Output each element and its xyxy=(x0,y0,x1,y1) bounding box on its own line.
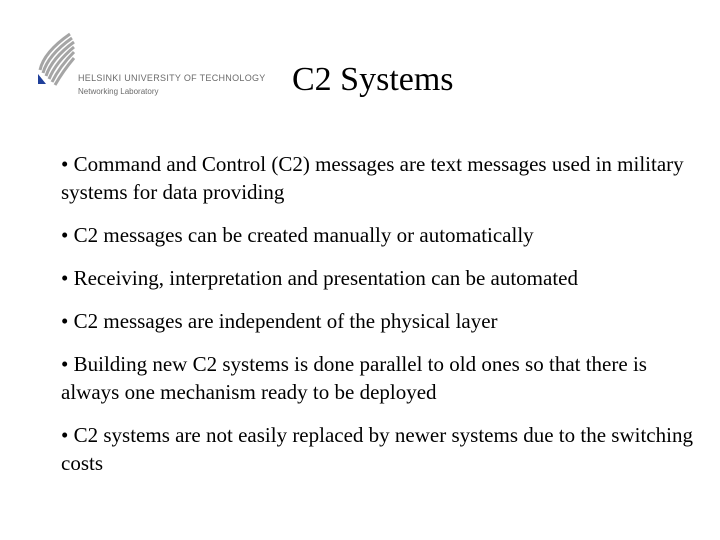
bullet-item: • C2 messages are independent of the physical layer xyxy=(61,309,498,333)
bullet-list xyxy=(61,150,701,492)
logo-emblem-icon xyxy=(34,30,78,90)
slide-title: C2 Systems xyxy=(292,61,454,98)
bullet-item: • C2 messages can be created manually or automatically xyxy=(61,223,534,247)
bullet-item: • Receiving, interpretation and presentation can be automated xyxy=(61,266,578,290)
bullet-item: • Building new C2 systems is done parallel to old ones so that there is always one mechanism ready to be deployed xyxy=(61,352,647,404)
logo-university-name: HELSINKI UNIVERSITY OF TECHNOLOGY xyxy=(78,73,266,83)
logo-lab-name: Networking Laboratory xyxy=(78,87,159,96)
university-logo xyxy=(34,30,266,102)
bullet-item: • Command and Control (C2) messages are text messages used in military systems for data providing xyxy=(61,152,684,204)
bullet-item: • C2 systems are not easily replaced by newer systems due to the switching costs xyxy=(61,423,693,475)
